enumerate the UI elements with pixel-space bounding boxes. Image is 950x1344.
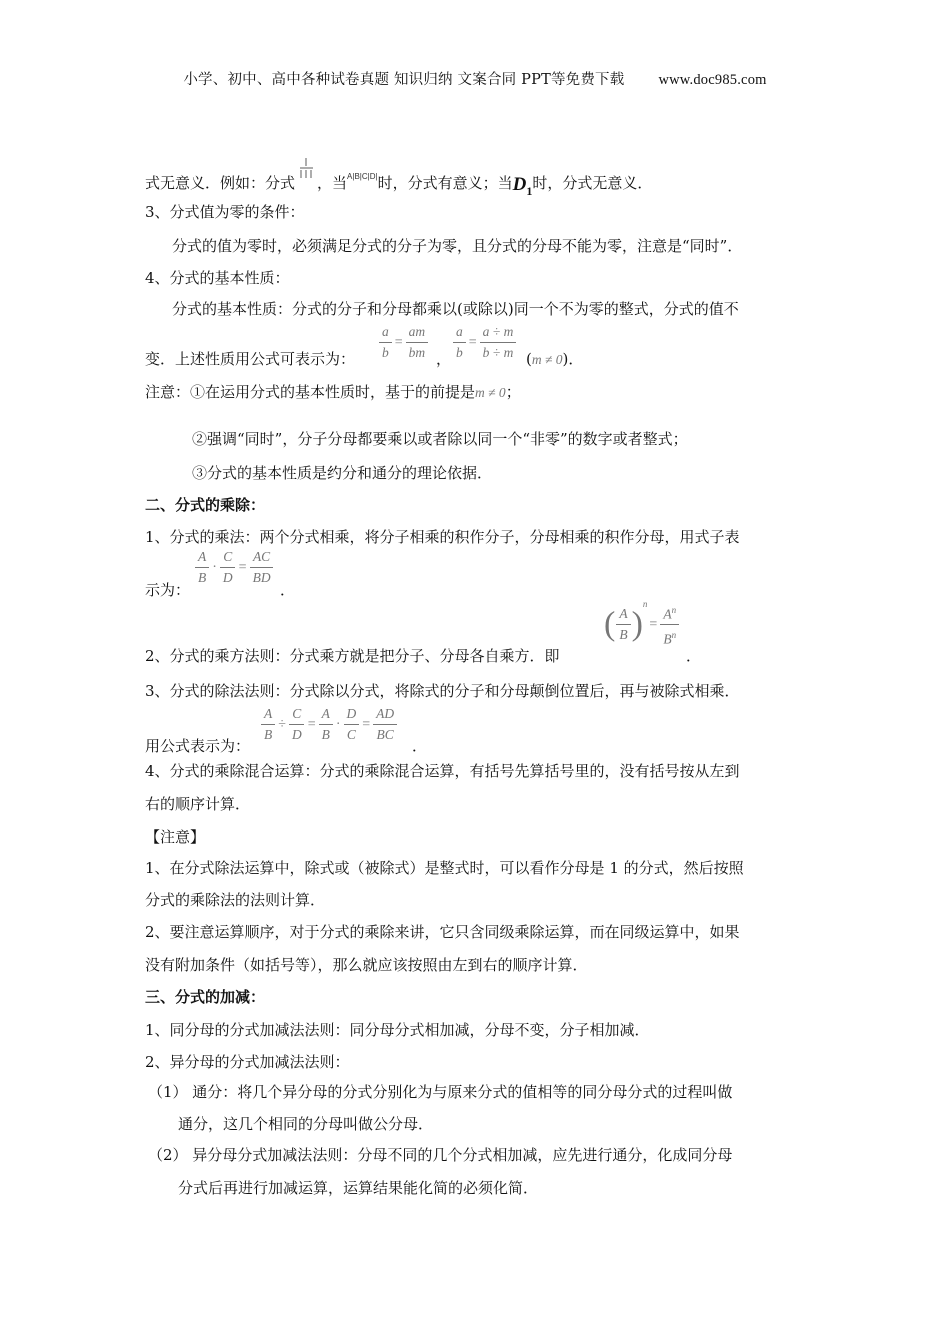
mixed-operations-rule-cont: 右的顺序计算． — [145, 795, 251, 813]
section-heading-multiply-divide: 二、分式的乘除： — [145, 496, 266, 514]
tiny-fraction-glyph — [295, 156, 317, 178]
division-rule: 3、分式的除法法则：分式除以分式，将除式的分子和分母颠倒位置后，再与被除式相乘． — [145, 682, 740, 700]
basic-property-formula-1: $\frac{a}{b}$ = $\frac{am}{bm}$ — [378, 324, 429, 361]
fraction-a-over-b-2: $\frac{a}{b}$ — [453, 324, 466, 361]
zero-condition-text: 分式的值为零时，必须满足分式的分子为零，且分式的分母不能为零，注意是“同时”． — [172, 237, 743, 255]
multiplication-formula-line: 示为： — [145, 581, 191, 599]
same-denominator-rule: 1、同分母的分式加减法法则：同分母分式相加减，分母不变，分子相加减． — [145, 1021, 650, 1039]
division-formula-line: 用公式表示为： — [145, 737, 251, 755]
section-heading-add-subtract: 三、分式的加减： — [145, 988, 266, 1006]
multiplication-rule: 1、分式的乘法：两个分式相乘，将分子相乘的积作分子，分母相乘的积作分母，用式子表 — [145, 528, 740, 546]
note-simultaneous: ②强调“同时”，分子分母都要乘以或者除以同一个“非零”的数字或者整式； — [192, 430, 688, 448]
condition-glyph: A|B|C|D| — [347, 172, 378, 181]
note-1-cont: 分式的乘除法的法则计算． — [145, 891, 326, 909]
note-1: 1、在分式除法运算中，除式或（被除式）是整式时，可以看作分母是 1 的分式，然后按照 — [145, 859, 744, 877]
multiplication-formula: $\frac{A}{B}$ · $\frac{C}{D}$ = $\frac{AC}{BD}$ — [194, 549, 275, 586]
common-denominator-def: （1） 通分：将几个异分母的分式分别化为与原来分式的值相等的同分母分式的过程叫做 — [148, 1083, 733, 1101]
note-heading: 【注意】 — [145, 828, 206, 846]
item-basic-property-title: 4、分式的基本性质： — [145, 269, 290, 287]
header-text: 小学、初中、高中各种试卷真题 知识归纳 文案合同 PPT等免费下载 — [183, 72, 625, 88]
fraction-am-over-bm: $\frac{am}{bm}$ — [406, 324, 429, 361]
mixed-operations-rule: 4、分式的乘除混合运算：分式的乘除混合运算，有括号先算括号里的，没有括号按从左到 — [145, 762, 740, 780]
common-denominator-def-cont: 通分，这几个相同的分母叫做公分母． — [178, 1115, 434, 1133]
item-zero-condition-title: 3、分式值为零的条件： — [145, 203, 305, 221]
different-denominator-rule: （2） 异分母分式加减法法则：分母不同的几个分式相加减，应先进行通分，化成同分母 — [148, 1146, 733, 1164]
basic-property-text: 分式的基本性质：分式的分子和分母都乘以(或除以)同一个不为零的整式，分式的值不 — [172, 300, 739, 318]
note-premise: 注意：①在运用分式的基本性质时，基于的前提是m ≠ 0； — [145, 383, 521, 401]
page-header — [0, 68, 950, 89]
tiny-fraction-graphic — [295, 156, 317, 180]
division-formula: $\frac{A}{B}$ ÷ $\frac{C}{D}$ = $\frac{A}{B}$ · $\frac{D}{C}$ = $\frac{AD}{BC}$ — [260, 706, 398, 743]
fraction-a-over-b: $\frac{a}{b}$ — [379, 324, 392, 361]
basic-property-formula-line: 变．上述性质用公式可表示为： — [145, 350, 356, 368]
basic-property-formula-2: $\frac{a}{b}$ = $\frac{a \div m}{b \div m}$ — [452, 324, 517, 361]
different-denominator-rule-cont: 分式后再进行加减运算，运算结果能化简的必须化简． — [178, 1179, 539, 1197]
D-one-symbol: $D_1$ — [512, 174, 533, 198]
note-basis: ③分式的基本性质是约分和通分的理论依据． — [192, 464, 493, 482]
formula-condition: (m ≠ 0)． — [526, 350, 584, 368]
note-2-cont: 没有附加条件（如括号等），那么就应该按照由左到右的顺序计算． — [145, 956, 588, 974]
header-url[interactable]: www.doc985.com — [658, 72, 767, 88]
power-rule: 2、分式的乘方法则：分式乘方就是把分子、分母各自乘方．即 — [145, 647, 560, 665]
fraction-a-div-m-over-b-div-m: $\frac{a \div m}{b \div m}$ — [480, 324, 517, 361]
power-formula: ( $\frac{A}{B}$ )$^n$= $\frac{A^n}{B^n}$ — [604, 599, 680, 648]
different-denominator-title: 2、异分母的分式加减法法则： — [145, 1053, 350, 1071]
line-undefined-example: 式无意义．例如：分式 ，当$^{A|B|C|D|}$时，分式有意义；当$D_1$时，分式无意义． — [145, 172, 652, 199]
formula-separator: ， — [436, 350, 452, 368]
note-2: 2、要注意运算顺序，对于分式的乘除来讲，它只含同级乘除运算，而在同级运算中，如果 — [145, 923, 740, 941]
